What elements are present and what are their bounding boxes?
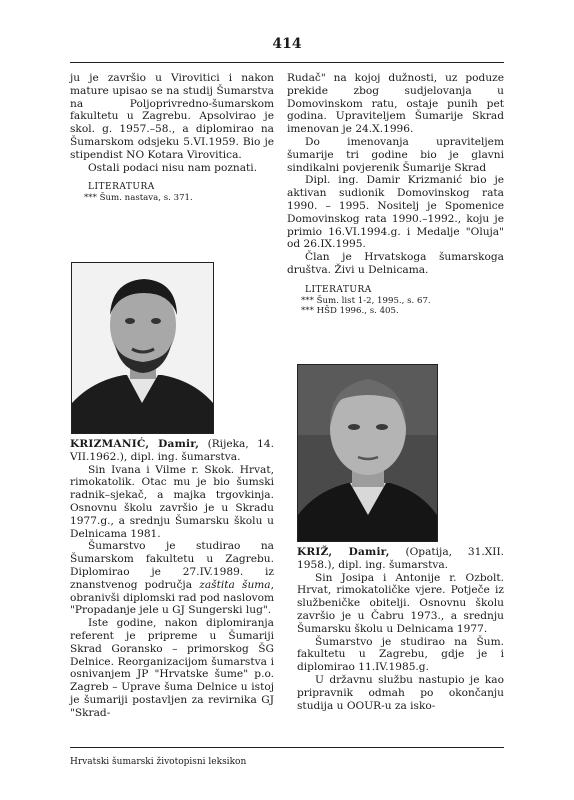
entry-name: KRIŽ, Damir, [297, 546, 390, 558]
portrait-kriz-image [298, 365, 437, 541]
portrait-photo-kriz [297, 364, 438, 542]
top-rule [70, 62, 504, 63]
bio-paragraph: Član je Hrvatskoga šumarskoga društva. Živi u Delnicama. [287, 251, 504, 276]
literature-heading: LITERATURA [88, 182, 155, 193]
literature-item: *** HŠD 1996., s. 405. [301, 306, 399, 317]
bio-paragraph: Rudač" na kojoj dužnosti, uz poduze prekide zbog sudjelovanja u Domovinskom ratu, ostaje punih pet godina. Upraviteljem Šumarije Skrad imenovan je 24.X.1996. [287, 72, 504, 136]
left-column [70, 72, 274, 204]
bio-paragraph [70, 540, 274, 617]
bio-paragraph: Sin Ivana i Vilme r. Skok. Hrvat, rimokatolik. Otac mu je bio šumski radnik–sjekač, a majka trgovkinja. Osnovnu školu završio je u Skradu 1977.g., a srednju Šumarsku školu u Delnicama 1981. [70, 463, 274, 540]
portrait-krizmanic-image [72, 263, 213, 433]
entry-heading-kriz [297, 546, 504, 572]
right-column-entry [297, 546, 504, 712]
right-column [287, 72, 504, 317]
italic-term: zaštita šuma [199, 578, 271, 591]
portrait-photo-krizmanic [71, 262, 214, 434]
bio-paragraph: Ostali podaci nisu nam poznati. [88, 161, 258, 174]
literature-item: *** Šum. list 1-2, 1995., s. 67. [301, 295, 431, 306]
text-run: , obranivši diplomski rad pod naslovom "Propadanje jele u GJ Sungerski lug". [70, 578, 274, 617]
entry-heading-krizmanic [70, 438, 274, 464]
bio-paragraph: Iste godine, nakon diplomiranja referent je pripreme u Šumariji Skrad Goransko – primorskog ŠG Delnice. Reorganizacijom šumarstva i osnivanjem JP "Hrvatske šume" p.o. Zagreb – Uprave šuma Delnice u istoj je šumariji postavljen za revirnika GJ "Skrad- [70, 617, 274, 719]
entry-head-details: (Opatija, 31.XII. 1958.), dipl. ing. šumarstva. [297, 546, 505, 571]
bio-paragraph: ju je završio u Virovitici i nakon mature upisao se na studij Šumarstva na Poljoprivredno-šumarskom fakultetu u Zagrebu. Apsolvirao je skol. g. 1957.–58., a diplomirao na Šumarskom odsjeku 5.VI.1959. Bio je stipendist NO Kotara Virovitica. [70, 72, 274, 161]
literature-item: *** Šum. nastava, s. 371. [84, 193, 193, 204]
bottom-rule [70, 747, 504, 748]
running-footer: Hrvatski šumarski životopisni leksikon [70, 757, 247, 767]
bio-paragraph: Šumarstvo je studirao na Šum. fakultetu u Zagrebu, gdje je i diplomirao 11.IV.1985.g. [297, 635, 504, 674]
entry-head-details: (Rijeka, 14. VII.1962.), dipl. ing. šumarstva. [70, 438, 274, 463]
page-number: 414 [272, 36, 302, 52]
bio-paragraph: Sin Josipa i Antonije r. Ozbolt. Hrvat, rimokatoličke vjere. Potječe iz službeničke obitelji. Osnovnu školu završio je u Čabru 1973., a srednju Šumarsku školu u Delnicama 1977. [297, 571, 504, 635]
literature-heading: LITERATURA [305, 284, 372, 295]
text-run: Šumarstvo je studirao na Šumarskom fakultetu u Zagrebu. Diplomirao je 27.IV.1989. iz znanstvenog područja [70, 540, 274, 591]
entry-name: KRIZMANIĆ, Damir, [70, 438, 200, 450]
left-column-entry [70, 438, 274, 720]
bio-paragraph: U državnu službu nastupio je kao pripravnik odmah po okončanju studija u OOUR-u za isko- [297, 673, 504, 712]
bio-paragraph: Dipl. ing. Damir Krizmanić bio je aktivan sudionik Domovinskog rata 1990. – 1995. Nositelj je Spomenice Domovinskog rata 1990.–1992., koju je primio 16.VI.1994.g. i Medalje "Oluja" od 26.IX.1995. [287, 174, 504, 251]
bio-paragraph: Do imenovanja upraviteljem šumarije tri godine bio je glavni sindikalni povjerenik Šumarije Skrad [287, 135, 504, 174]
